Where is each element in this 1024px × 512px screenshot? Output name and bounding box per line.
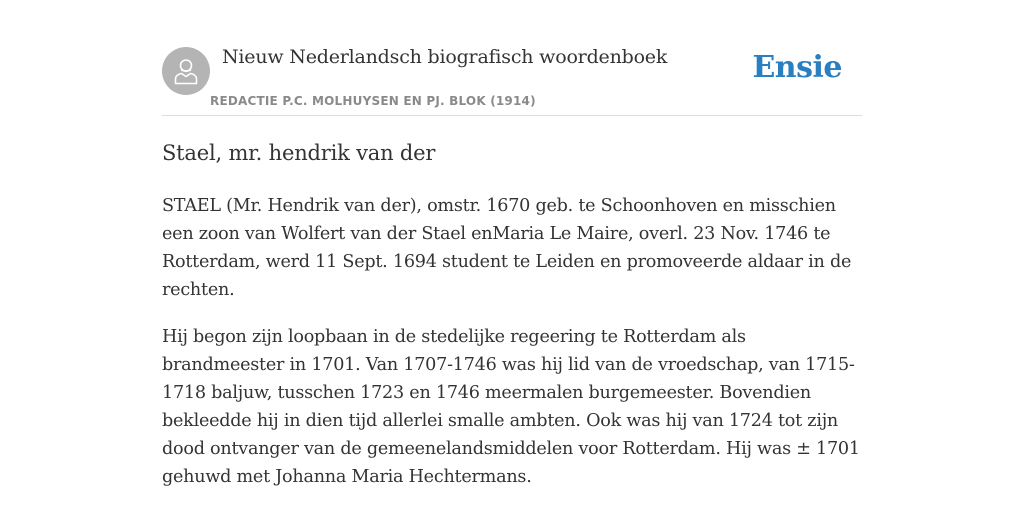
ensie-logo[interactable]: Ensie bbox=[752, 50, 842, 85]
entry-paragraph-2: Hij begon zijn loopbaan in de stedelijke regeering te Rotterdam als brandmeester in 1701. Van 1707-1746 was hij lid van de vroedschap, van 1715-1718 baljuw, tusschen 1723 en 1746 meermalen burgemeester. Bovendien bekleedde hij in dien tijd allerlei smalle ambten. Ook was hij van 1724 tot zijn dood ontvanger van de gemeenelandsmiddelen voor Rotterdam. Hij was ± 1701 gehuwd met Johanna Maria Hechtermans. bbox=[162, 327, 860, 487]
page bbox=[162, 0, 862, 487]
book-header bbox=[162, 0, 862, 116]
entry-title: Stael, mr. hendrik van der bbox=[162, 141, 436, 165]
book-title[interactable]: Nieuw Nederlandsch biografisch woordenboek bbox=[222, 46, 668, 68]
user-icon bbox=[173, 57, 199, 85]
book-editors: REDACTIE P.C. MOLHUYSEN EN PJ. BLOK (1914) bbox=[210, 94, 536, 108]
entry-paragraph-1: STAEL (Mr. Hendrik van der), omstr. 1670 geb. te Schoonhoven en misschien een zoon van Wolfert van der Stael enMaria Le Maire, overl. 23 Nov. 1746 te Rotterdam, werd 11 Sept. 1694 student te Leiden en promoveerde aldaar in de rechten. bbox=[162, 196, 852, 300]
avatar[interactable] bbox=[162, 47, 210, 95]
